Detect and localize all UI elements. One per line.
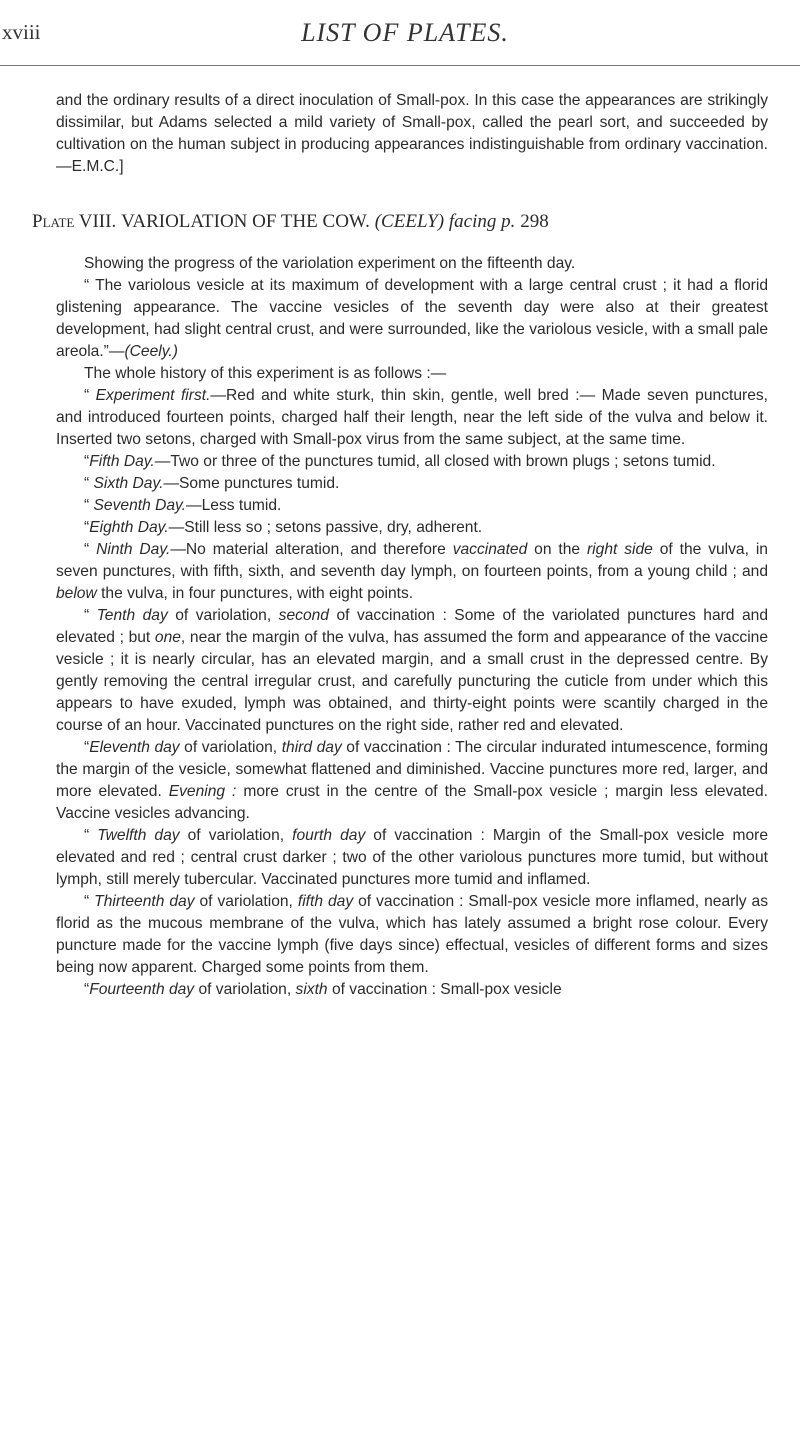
open-quote: “ <box>84 739 90 756</box>
ninth-day-label: Ninth Day. <box>96 541 171 558</box>
eleventh-day-emphasis: third day <box>281 739 342 756</box>
thirteenth-day-text: of vaccination : Small-pox vesicle more inflamed, nearly as florid as the mucous membrane of the vulva, which has lately assumed a bright rose colour. Every puncture made for the vaccine lymph (five days since) effectual, vesicles of different forms and sizes being now apparent. Charged some points from them. <box>56 893 769 976</box>
ninth-day-emphasis: right side <box>586 541 653 558</box>
thirteenth-day-emphasis: fifth day <box>297 893 354 910</box>
sixth-day-paragraph <box>56 473 768 495</box>
open-quote: “ <box>84 475 94 492</box>
open-quote: “ <box>84 519 90 536</box>
eleventh-day-paragraph <box>56 737 768 825</box>
tenth-day-emphasis: second <box>278 607 329 624</box>
page-body <box>32 90 769 1001</box>
ninth-day-paragraph <box>56 539 768 605</box>
ninth-day-emphasis: vaccinated <box>452 541 528 558</box>
plate-page-number: 298 <box>520 211 549 232</box>
open-quote: “ <box>84 453 90 470</box>
twelfth-day-emphasis: fourth day <box>292 827 366 844</box>
page-number: xviii <box>2 20 41 44</box>
open-quote: “ <box>84 607 97 624</box>
fifth-day-label: Fifth Day. <box>89 453 155 470</box>
tenth-day-text: , near the margin of the vulva, has assumed the form and appearance of the vaccine vesicle ; it is nearly circular, has an elevated margin, and a small crust in the depressed centre. By gently removing the central irregular crust, and carefully puncturing the cuticle from under which this appears to have exuded, lymph was obtained, and thirty-eight points were scantily charged in the course of an hour. Vaccinated punctures on the right side, rather red and elevated. <box>56 629 769 734</box>
plate-author: (CEELY) <box>374 211 445 232</box>
thirteenth-day-label: Thirteenth day <box>94 893 195 910</box>
tenth-day-label: Tenth day <box>96 607 168 624</box>
showing-paragraph: Showing the progress of the variolation experiment on the fifteenth day. <box>84 255 576 272</box>
seventh-day-text: —Less tumid. <box>186 497 282 514</box>
tenth-day-paragraph <box>56 605 768 737</box>
thirteenth-day-text: of variolation, <box>194 893 298 910</box>
ceely-quote: “ The variolous vesicle at its maximum of development with a large central crust ; it had a florid glistening appearance. The vaccine vesicles of the seventh day were also at their greatest development, had slight central crust, and were surrounded, like the variolous vesicle, with a small pale areola.”— <box>56 277 768 360</box>
eleventh-day-label: Eleventh day <box>89 739 180 756</box>
fifth-day-paragraph <box>56 451 768 473</box>
intro-paragraph: and the ordinary results of a direct inoculation of Small-pox. In this case the appearances are strikingly dissimilar, but Adams selected a mild variety of Small-pox, called the pearl sort, and succeeded by cultivation on the human subject in producing appearances indistinguishable from ordinary vaccination.—E.M.C.] <box>56 92 768 175</box>
fourteenth-day-text: of variolation, <box>194 981 296 998</box>
experiment-first-paragraph <box>56 385 768 451</box>
sixth-day-label: Sixth Day. <box>93 475 164 492</box>
open-quote: “ <box>84 497 94 514</box>
tenth-day-text: of vaccination : Some of the variolated punctures hard and elevated ; but <box>56 607 768 646</box>
plate-number: Plate VIII. <box>32 211 117 232</box>
ninth-day-text: of the vulva, in seven punctures, with fifth, sixth, and seventh day lymph, on fourteen points, from a young child ; and <box>56 541 768 580</box>
running-title: LIST OF PLATES. <box>301 18 509 47</box>
ceely-quote-paragraph <box>56 275 768 363</box>
eighth-day-paragraph <box>56 517 768 539</box>
sixth-day-text: —Some punctures tumid. <box>163 475 340 492</box>
experiment-first-text: —Red and white sturk, thin skin, gentle, well bred :— Made seven punctures, and introduced fourteen points, charged half their length, near the left side of the vulva and below it. Inserted two setons, charged with Small-pox virus from the same subject, at the same time. <box>56 387 768 448</box>
eleventh-day-text: of variolation, <box>179 739 282 756</box>
plate-facing-label: facing p. <box>448 211 516 232</box>
ninth-day-text: on the <box>527 541 587 558</box>
open-quote: “ <box>84 541 97 558</box>
header-rule <box>0 65 800 66</box>
ninth-day-text: —No material alteration, and therefore <box>170 541 453 558</box>
fourteenth-day-emphasis: sixth <box>295 981 328 998</box>
twelfth-day-text: of variolation, <box>179 827 293 844</box>
open-quote: “ <box>84 827 98 844</box>
ninth-day-text: the vulva, in four punctures, with eight points. <box>96 585 414 602</box>
fourteenth-day-text: of vaccination : Small-pox vesicle <box>327 981 562 998</box>
page-header <box>0 20 800 60</box>
fourteenth-day-label: Fourteenth day <box>89 981 195 998</box>
fifth-day-text: —Two or three of the punctures tumid, all closed with brown plugs ; setons tumid. <box>154 453 716 470</box>
fourteenth-day-paragraph <box>56 979 768 1001</box>
experiment-first-label: Experiment first. <box>95 387 211 404</box>
twelfth-day-label: Twelfth day <box>97 827 180 844</box>
eighth-day-text: —Still less so ; setons passive, dry, adherent. <box>168 519 483 536</box>
tenth-day-text: of variolation, <box>167 607 279 624</box>
seventh-day-label: Seventh Day. <box>93 497 186 514</box>
eleventh-day-text: more crust in the centre of the Small-pox vesicle ; margin less elevated. Vaccine vesicles advancing. <box>56 783 768 822</box>
eighth-day-label: Eighth Day. <box>89 519 169 536</box>
twelfth-day-paragraph <box>56 825 768 891</box>
thirteenth-day-paragraph <box>56 891 768 979</box>
ninth-day-emphasis: below <box>56 585 97 602</box>
eleventh-day-emphasis: Evening : <box>168 783 237 800</box>
ceely-quote-source: (Ceely.) <box>124 343 178 360</box>
eleventh-day-text: of vaccination : The circular indurated intumescence, forming the margin of the vesicle, somewhat flattened and diminished. Vaccine punctures more red, larger, and more elevated. <box>56 739 768 800</box>
history-paragraph: The whole history of this experiment is as follows :— <box>84 365 447 382</box>
plate-heading <box>32 210 768 233</box>
seventh-day-paragraph <box>56 495 768 517</box>
open-quote: “ <box>84 387 96 404</box>
twelfth-day-text: of vaccination : Margin of the Small-pox vesicle more elevated and red ; central crust darker ; two of the other variolous punctures more tumid, but without lymph, still merely tubercular. Vaccinated punctures more tumid and inflamed. <box>56 827 768 888</box>
tenth-day-emphasis: one <box>154 629 181 646</box>
open-quote: “ <box>84 893 95 910</box>
open-quote: “ <box>84 981 90 998</box>
plate-title: VARIOLATION OF THE COW. <box>121 211 370 232</box>
